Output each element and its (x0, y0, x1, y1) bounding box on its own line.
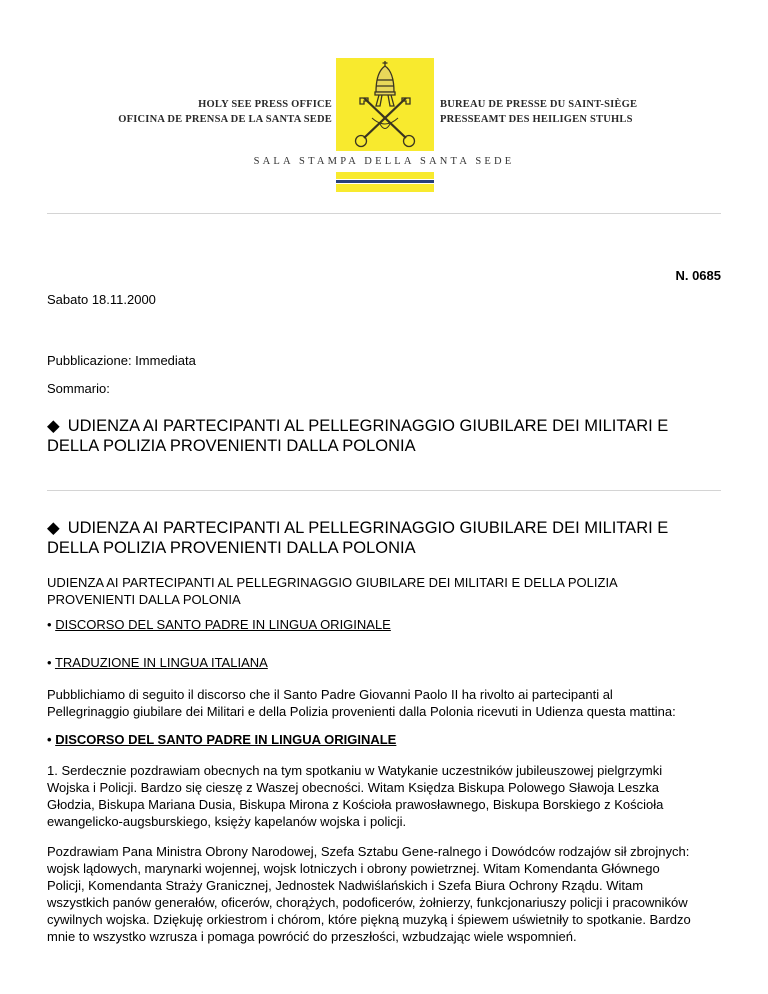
press-office-header (0, 0, 768, 200)
summary-title-line1[interactable]: UDIENZA AI PARTECIPANTI AL PELLEGRINAGGIO GIUBILARE DEI MILITARI E (67, 417, 669, 435)
yellow-stripe-bottom (336, 184, 434, 192)
diamond-bullet-icon: ◆ (47, 519, 60, 537)
paragraph-1-line: Wojska i Policji. Bardzo się cieszę z Waszej obecności. Witam Księdza Biskupa Polowego Sławoja Leszka (47, 780, 659, 795)
original-heading (47, 731, 730, 748)
bulletin-date: Sabato 18.11.2000 (47, 292, 156, 307)
yellow-stripe-top (336, 172, 434, 179)
paragraph-1-line: Głodzia, Biskupa Mariana Dusia, Biskupa Mirona z Kościoła prawosławnego, Biskupa Borskiego z Kościoła (47, 797, 664, 812)
sala-stampa-title: SALA STAMPA DELLA SANTA SEDE (253, 156, 515, 167)
navy-stripe (336, 180, 434, 183)
papal-keys-tiara-icon (336, 58, 434, 151)
subtitle-line1: UDIENZA AI PARTECIPANTI AL PELLEGRINAGGIO GIUBILARE DEI MILITARI E DELLA POLIZIA (47, 575, 618, 590)
paragraph-2-line: Policji, Komendanta Straży Granicznej, Jednostek Nadwiślańskich i Szefa Biura Ochrony Rządu. Witam (47, 878, 644, 893)
paragraph-2-line: wojsk lądowych, marynarki wojennej, wojsk lotniczych i obrony powietrznej. Witam Komendanta Głównego (47, 861, 660, 876)
link-original-text[interactable]: DISCORSO DEL SANTO PADRE IN LINGUA ORIGINALE (55, 617, 391, 632)
summary-label: Sommario: (47, 381, 110, 396)
header-left-names (118, 97, 332, 127)
subtitle (47, 574, 730, 608)
header-right-line1: BUREAU DE PRESSE DU SAINT-SIÈGE (440, 99, 638, 110)
summary-title[interactable] (47, 416, 737, 456)
paragraph-2-line: wszystkich panów generałów, oficerów, chorążych, podoficerów, żołnierzy, funkcjonariuszy policji i pracowników (47, 895, 688, 910)
header-left-line1: HOLY SEE PRESS OFFICE (198, 99, 332, 110)
divider-top (47, 213, 721, 214)
intro-line1: Pubblichiamo di seguito il discorso che il Santo Padre Giovanni Paolo II ha rivolto ai partecipanti al (47, 687, 613, 702)
publication-status: Pubblicazione: Immediata (47, 353, 196, 368)
paragraph-2-line: Pozdrawiam Pana Ministra Obrony Narodowej, Szefa Sztabu Gene-ralnego i Dowódców rodzajów sił zbrojnych: (47, 844, 690, 859)
link-translation-text[interactable]: TRADUZIONE IN LINGUA ITALIANA (54, 655, 268, 670)
original-heading-text: DISCORSO DEL SANTO PADRE IN LINGUA ORIGINALE (55, 732, 397, 747)
link-translation[interactable] (47, 654, 730, 671)
bullet-icon: • (47, 617, 52, 632)
section-title-line1: UDIENZA AI PARTECIPANTI AL PELLEGRINAGGIO GIUBILARE DEI MILITARI E (67, 519, 669, 537)
bulletin-number: N. 0685 (675, 268, 721, 283)
paragraph-2-line: cywilnych wojska. Dziękuję orkiestrom i chórom, które piękną muzyką i śpiewem uświetniły to spotkanie. Bardzo (47, 912, 691, 927)
divider-middle (47, 490, 721, 491)
header-right-line2: PRESSEAMT DES HEILIGEN STUHLS (440, 114, 633, 125)
intro-paragraph (47, 686, 730, 720)
section-title-line2: DELLA POLIZIA PROVENIENTI DALLA POLONIA (47, 539, 416, 557)
paragraph-2-line: mnie to wszystko wzrusza i pomaga powrócić do przeszłości, wzbudzając wiele wspomnień. (47, 929, 577, 944)
summary-title-line2[interactable]: DELLA POLIZIA PROVENIENTI DALLA POLONIA (47, 437, 416, 455)
diamond-bullet-icon: ◆ (47, 417, 60, 435)
link-original[interactable] (47, 616, 730, 633)
paragraph-1-line: 1. Serdecznie pozdrawiam obecnych na tym spotkaniu w Watykanie uczestników jubileuszowej pielgrzymki (47, 763, 663, 778)
bullet-icon: • (47, 732, 52, 747)
header-right-names (440, 97, 637, 127)
paragraph-1 (47, 762, 730, 830)
subtitle-line2: PROVENIENTI DALLA POLONIA (47, 592, 241, 607)
bullet-icon: • (47, 655, 52, 670)
intro-line2: Pellegrinaggio giubilare dei Militari e della Polizia provenienti dalla Polonia ricevuti in Udienza questa mattina: (47, 704, 676, 719)
header-left-line2: OFICINA DE PRENSA DE LA SANTA SEDE (118, 114, 332, 125)
paragraph-2 (47, 843, 730, 945)
section-title (47, 518, 737, 558)
paragraph-1-line: ewangelicko-augsburskiego, księży kapelanów wojska i policji. (47, 814, 407, 829)
